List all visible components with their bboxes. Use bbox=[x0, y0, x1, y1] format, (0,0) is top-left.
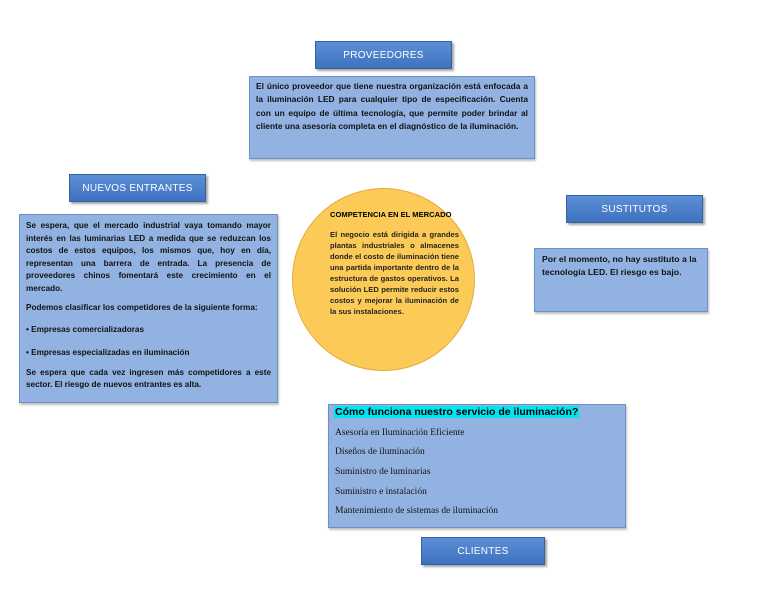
nuevos-entrantes-paragraph-3: Se espera que cada vez ingresen más competidores a este sector. El riesgo de nuevos entrantes es alta. bbox=[26, 367, 271, 390]
nuevos-entrantes-paragraph-2: Podemos clasificar los competidores de la siguiente forma: bbox=[26, 302, 258, 312]
servicio-item: Asesoría en Iluminación Eficiente bbox=[335, 428, 465, 438]
sustitutos-text: Por el momento, no hay sustituto a la tecnología LED. El riesgo es bajo. bbox=[542, 254, 697, 277]
servicio-title: Cómo funciona nuestro servicio de iluminación? bbox=[335, 406, 579, 418]
nuevos-entrantes-paragraph-1: Se espera, que el mercado industrial vaya tomando mayor interés en las luminarias LED a medida que se reduzcan los costos de estos equipos, los mismos que, hoy en día, representan una barrera de entrada. La presencia de proveedores chinos fomentará este crecimiento en el mercado. bbox=[26, 221, 271, 293]
competencia-text: El negocio está dirigida a grandes plantas industriales o almacenes donde el costo de iluminación tiene una partida importante dentro de la estructura de gastos operativos. La solución LED permite reducir estos costos y mejorar la iluminación de la sus instalaciones. bbox=[330, 230, 459, 316]
nuevos-entrantes-tag: NUEVOS ENTRANTES bbox=[69, 174, 206, 202]
servicio-item: Suministro e instalación bbox=[335, 487, 427, 497]
bullet-item: • Empresas comercializadoras bbox=[26, 324, 145, 334]
competencia-title: COMPETENCIA EN EL MERCADO bbox=[330, 210, 452, 219]
servicio-item: Suministro de luminarias bbox=[335, 467, 431, 477]
nuevos-entrantes-box bbox=[19, 214, 278, 403]
proveedores-tag: PROVEEDORES bbox=[315, 41, 452, 69]
sustitutos-tag: SUSTITUTOS bbox=[566, 195, 703, 223]
proveedores-box bbox=[249, 76, 535, 159]
proveedores-text: El único proveedor que tiene nuestra organización está enfocada a la iluminación LED para cualquier tipo de especificación. Cuenta con un equipo de última tecnología, que permite poder brindar al cliente una asesoría completa en el diagnóstico de la iluminación. bbox=[256, 81, 528, 132]
bullet-item: • Empresas especializadas en iluminación bbox=[26, 347, 190, 357]
servicio-item: Diseños de iluminación bbox=[335, 447, 425, 457]
clientes-tag: CLIENTES bbox=[421, 537, 545, 565]
servicio-item: Mantenimiento de sistemas de iluminación bbox=[335, 506, 499, 516]
sustitutos-box bbox=[534, 248, 708, 312]
